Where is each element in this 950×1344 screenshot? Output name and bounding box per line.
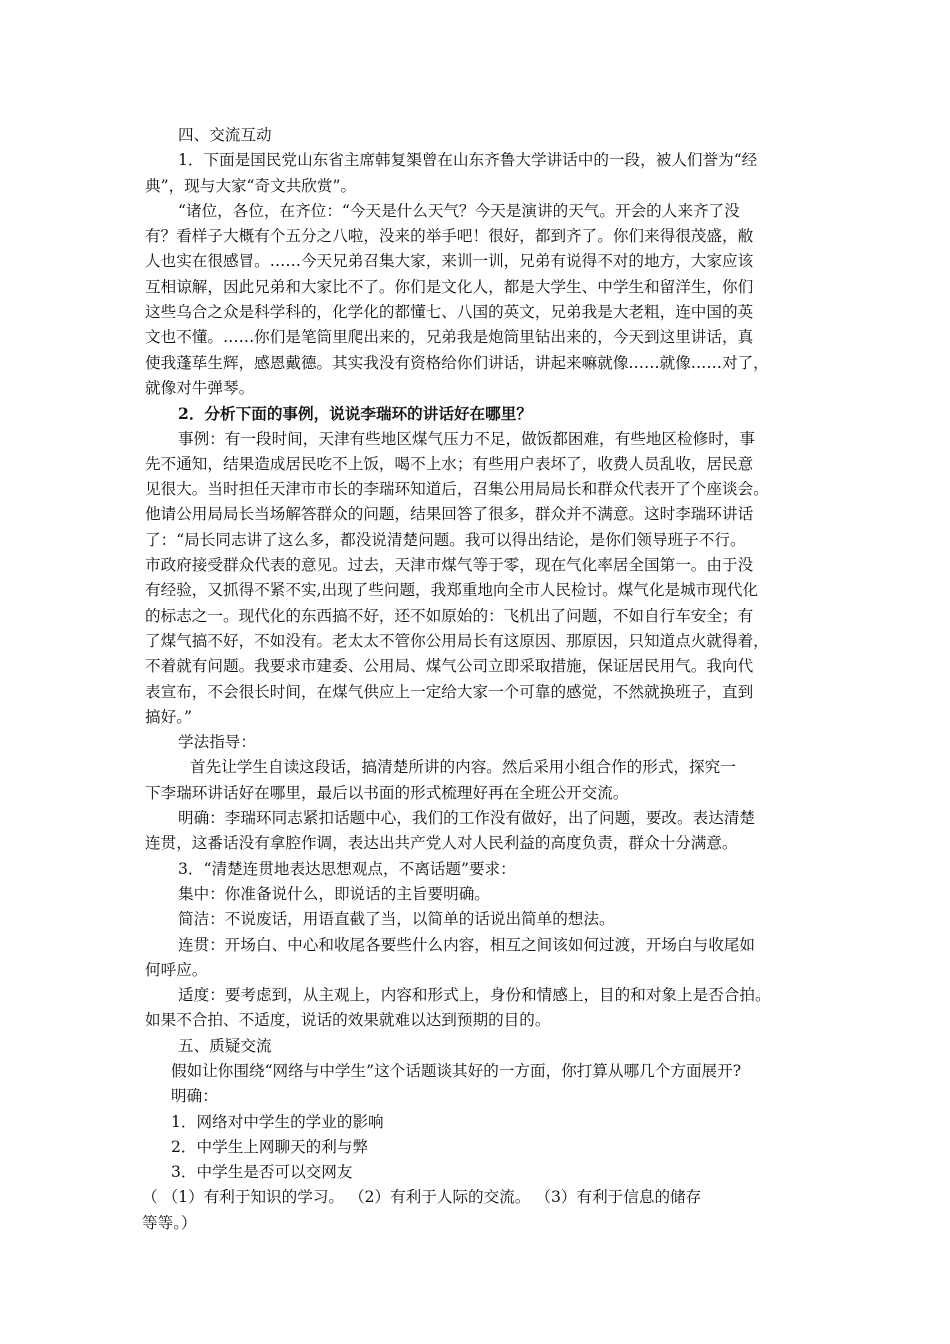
quote-line: 人也实在很感冒。……今天兄弟召集大家，来训一训，兄弟有说得不对的地方，大家应该 — [145, 252, 754, 271]
quote-line: 文也不懂。……你们是笔筒里爬出来的，兄弟我是炮筒里钻出来的，今天到这里讲话，真 — [145, 328, 754, 347]
example-line: 他请公用局局长当场解答群众的问题，结果回答了很多，群众并不满意。这时李瑞环讲话 — [145, 505, 754, 524]
quote-line: 互相谅解，因此兄弟和大家比不了。你们是文化人，都是大学生、中学生和留洋生，你们 — [145, 277, 754, 296]
requirement-appropriate: 适度：要考虑到，从主观上，内容和形式上，身份和情感上，目的和对象上是否合拍。 — [178, 986, 771, 1005]
answer-line: 连贯，这番话没有拿腔作调，表达出共产党人对人民利益的高度负责，群众十分满意。 — [145, 834, 738, 853]
example-line: 的标志之一。现代化的东西搞不好，还不如原始的：飞机出了问题，不如自行车安全；有 — [145, 606, 754, 625]
example-line: 见很大。当时担任天津市市长的李瑞环知道后，召集公用局局长和群众代表开了个座谈会。 — [145, 480, 769, 499]
example-line: 事例：有一段时间，天津有些地区煤气压力不足，做饭都困难，有些地区检修时，事 — [178, 429, 755, 448]
method-label: 学法指导： — [178, 733, 256, 752]
section-heading-questions: 五、质疑交流 — [178, 1036, 272, 1055]
quote-line: 这些乌合之众是科学科的，化学化的都懂七、八国的英文，兄弟我是大老粗，连中国的英 — [145, 303, 754, 322]
quote-line: “诸位，各位，在齐位：“今天是什么天气？今天是演讲的天气。开会的人来齐了没 — [178, 201, 740, 220]
benefits-note: （ （1）有利于知识的学习。 （2）有利于人际的交流。 （3）有利于信息的储存 — [142, 1188, 702, 1207]
quote-line: 就像对牛弹琴。 — [145, 378, 255, 397]
answer-line: 明确：李瑞环同志紧扣话题中心，我们的工作没有做好，出了问题，要改。表达清楚 — [178, 809, 755, 828]
document-body — [142, 123, 813, 1236]
section-heading-exchange: 四、交流互动 — [178, 126, 272, 144]
example-line: 市政府接受群众代表的意见。过去，天津市煤气等于零，现在气化率居全国第一。由于没 — [145, 556, 754, 575]
requirement-appropriate: 如果不合拍、不适度，说话的效果就难以达到预期的目的。 — [145, 1011, 551, 1030]
example-line: 表宣布，不会很长时间，在煤气供应上一定给大家一个可靠的感觉，不然就换班子，直到 — [145, 682, 754, 701]
discussion-question: 假如让你围绕“网络与中学生”这个话题谈其好的一方面，你打算从哪几个方面展开? — [171, 1061, 742, 1080]
example-line: 有经验，又抓得不紧不实,出现了些问题，我郑重地向全市人民检讨。煤气化是城市现代化 — [145, 581, 759, 600]
item1-line: 1．下面是国民党山东省主席韩复榘曾在山东齐鲁大学讲话中的一段，被人们誉为“经 — [178, 151, 758, 170]
example-line: 了煤气搞不好，不如没有。老太太不管你公用局长有这原因、那原因，只知道点火就得着， — [145, 631, 769, 650]
requirement-coherent: 连贯：开场白、中心和收尾各要些什么内容，相互之间该如何过渡，开场白与收尾如 — [178, 935, 755, 954]
method-line: 首先让学生自读这段话，搞清楚所讲的内容。然后采用小组合作的形式，探究一 — [190, 758, 736, 777]
requirement-focus: 集中：你准备说什么，即说话的主旨要明确。 — [178, 884, 490, 903]
example-line: 不着就有问题。我要求市建委、公用局、煤气公司立即采取措施，保证居民用气。我向代 — [145, 657, 754, 676]
point-item: 1．网络对中学生的学业的影响 — [171, 1112, 384, 1131]
requirement-coherent: 何呼应。 — [145, 960, 208, 979]
item2-title: 2．分析下面的事例，说说李瑞环的讲话好在哪里？ — [178, 404, 532, 424]
item1-line: 典”，现与大家“奇文共欣赏”。 — [145, 176, 357, 195]
example-line: 了：“局长同志讲了这么多，都没说清楚问题。我可以得出结论，是你们领导班子不行。 — [145, 530, 746, 549]
item3-title: 3．“清楚连贯地表达思想观点，不离话题”要求： — [178, 859, 516, 878]
answer-label: 明确： — [171, 1087, 218, 1106]
quote-line: 有？看样子大概有个五分之八啦，没来的举手吧！很好，都到齐了。你们来得很茂盛，敝 — [145, 227, 754, 246]
point-item: 3．中学生是否可以交网友 — [171, 1163, 353, 1182]
method-line: 下李瑞环讲话好在哪里，最后以书面的形式梳理好再在全班公开交流。 — [145, 783, 629, 802]
point-item: 2．中学生上网聊天的利与弊 — [171, 1137, 369, 1156]
quote-line: 使我蓬荜生辉，感恩戴德。其实我没有资格给你们讲话，讲起来嘛就像……就像……对了， — [145, 353, 769, 372]
benefits-note-end: 等等。） — [142, 1213, 197, 1232]
example-line: 搞好。” — [145, 707, 192, 726]
requirement-concise: 简洁：不说废话，用语直截了当，以简单的话说出简单的想法。 — [178, 910, 615, 929]
example-line: 先不通知，结果造成居民吃不上饭，喝不上水；有些用户表坏了，收费人员乱收，居民意 — [145, 454, 754, 473]
